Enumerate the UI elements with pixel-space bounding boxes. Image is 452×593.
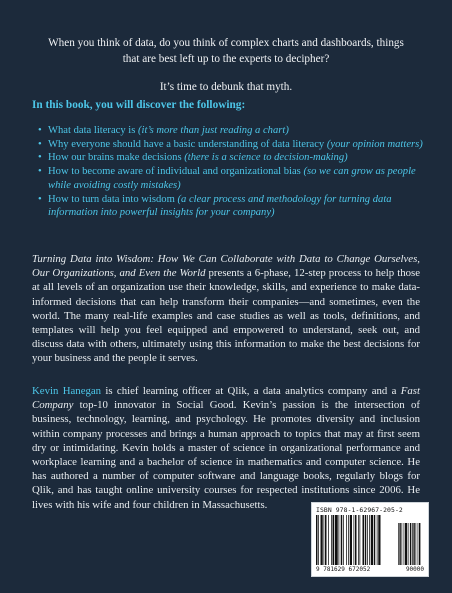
list-item-text: What data literacy is: [48, 125, 139, 136]
barcode-addon-bar: [402, 523, 403, 565]
discover-list: [38, 124, 428, 220]
barcode-addon-bar: [410, 523, 411, 565]
barcode-bar: [378, 515, 380, 565]
barcode-bar: [325, 515, 327, 565]
isbn-number: ISBN 978-1-62967-205-2: [316, 506, 403, 514]
barcode-bar: [360, 515, 361, 565]
barcode-addon-bar: [405, 523, 407, 565]
barcode-bar: [331, 515, 332, 565]
barcode-bar: [346, 515, 347, 565]
description-body: presents a 6-phase, 12-step process to help those at all levels of an organization use their knowledge, skills, and experience to make data-informed decisions that can help transform their companies—and sometimes, even the world. The many real-life examples and case studies as well as tools, definitions, and templates will help you feel equipped and empowered to understand, seek out, and discuss data with others, ultimately using this information to make the best decisions for your business and the people it serves.: [32, 267, 420, 365]
barcode-addon-bar: [412, 523, 413, 565]
barcode-bar: [339, 515, 340, 565]
discover-heading: In this book, you will discover the following:: [32, 99, 246, 111]
list-item-emphasis: (there is a science to decision-making): [184, 152, 348, 164]
barcode-bar: [341, 515, 343, 565]
list-item: [38, 165, 428, 192]
barcode-bar: [367, 515, 368, 565]
barcode-bar: [358, 515, 359, 565]
intro-question: When you think of data, do you think of complex charts and dashboards, things that are best left up to the experts to decipher?: [48, 37, 404, 65]
barcode-bar: [318, 515, 319, 565]
intro-debunk: It’s time to debunk that myth.: [159, 81, 293, 93]
list-item: [38, 138, 428, 152]
barcode-digits-text: 9 781629 672052: [316, 566, 371, 573]
list-item-emphasis: (a clear process and methodology for turning data information into powerful insights for your company): [48, 193, 392, 219]
barcode-bar: [350, 515, 352, 565]
list-item-emphasis: (so we can grow as people while avoiding costly mistakes): [48, 166, 416, 191]
book-title: Turning Data into Wisdom: How We Can Collaborate with Data to Change Ourselves, Our Organizations, and Even the World: [32, 253, 420, 280]
list-item-text: How to turn data into wisdom: [48, 193, 178, 205]
list-item-emphasis: (your opinion matters): [326, 138, 423, 150]
list-item-text: Why everyone should have a basic understanding of data literacy: [48, 138, 327, 150]
barcode-bar: [369, 515, 370, 565]
list-item-text: How our brains make decisions: [48, 152, 185, 164]
list-item: [38, 193, 428, 220]
list-item: [38, 151, 428, 165]
barcode-addon-bar: [399, 523, 400, 565]
bio-part-2: top-10 innovator in Social Good. Kevin’s passion is the intersection of business, technology, learning, and psychology. He promotes diversity and inclusion within company processes and brings a human approach to topics that may at first seem dry or intimidating. Kevin holds a master of science in organizational performance and workplace learning and a bachelor of science in mathematics and computer science. He has authored a number of computer software and language books, regularly blogs for Qlik, and has taught online university courses for respected institutions since 2006. He lives with his wife and four children in Massachusetts.: [32, 399, 420, 511]
barcode-bar: [355, 515, 357, 565]
barcode-bars: [316, 515, 424, 565]
barcode-addon-bar: [418, 523, 419, 565]
barcode-bar: [371, 515, 373, 565]
author-bio: [32, 384, 420, 512]
barcode-addon-bar: [413, 523, 414, 565]
barcode-addon-bar: [398, 523, 399, 565]
barcode-bar: [363, 515, 365, 565]
barcode-bar: [333, 515, 335, 565]
barcode-bar: [324, 515, 325, 565]
barcode-bar: [328, 515, 329, 565]
barcode-bar: [374, 515, 376, 565]
bio-part-1: is chief learning officer at Qlik, a data analytics company and a: [101, 385, 401, 397]
barcode-bar: [365, 515, 367, 565]
barcode-bar: [343, 515, 344, 565]
barcode-bar: [377, 515, 378, 565]
price-code: 90000: [405, 566, 424, 573]
barcode-digits: [316, 566, 424, 573]
magazine-name: Fast Company: [32, 385, 420, 412]
intro-block: [40, 36, 412, 96]
barcode-bar: [335, 515, 338, 565]
author-name: Kevin Hanegan: [32, 385, 102, 397]
book-description: [32, 252, 420, 366]
list-item-emphasis: (it’s more than just reading a chart): [138, 125, 289, 136]
list-item: [38, 124, 428, 138]
isbn-barcode: [311, 502, 429, 577]
isbn-line: [316, 506, 424, 514]
barcode-bar: [316, 515, 318, 565]
barcode-addon-bar: [404, 523, 405, 565]
barcode-addon-bar: [416, 523, 417, 565]
barcode-addon-bar: [419, 523, 420, 565]
list-item-text: How to become aware of individual and organizational bias: [48, 166, 304, 178]
barcode-bar: [321, 515, 323, 565]
barcode-bar: [354, 515, 355, 565]
barcode-bar: [348, 515, 349, 565]
barcode-addon-bar: [408, 523, 409, 565]
